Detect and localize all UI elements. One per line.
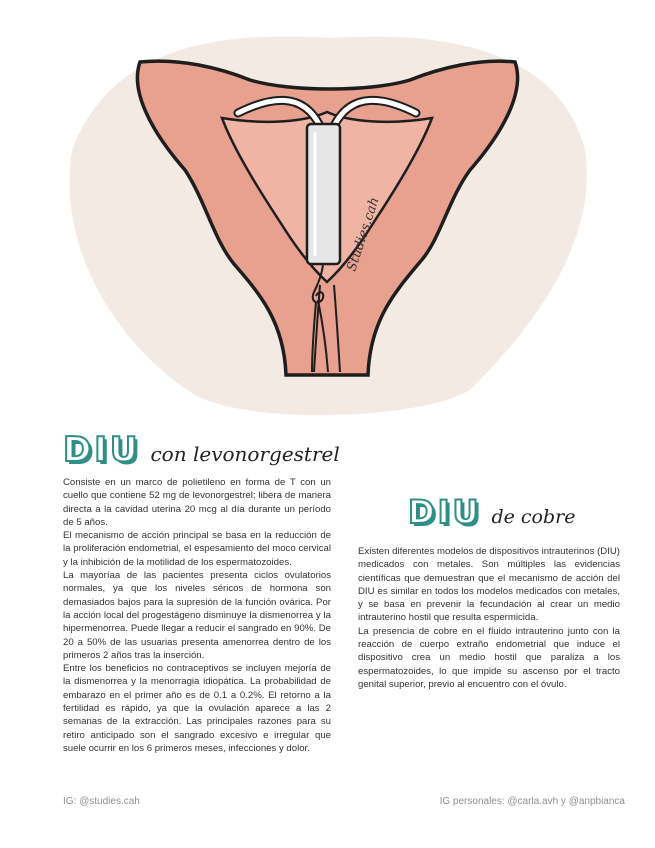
- footer-personal-handles: IG personales: @carla.avh y @anpbianca: [439, 796, 625, 807]
- paragraph: Entre los beneficios no contraceptivos se incluyen mejoría de la dismenorrea y la menorragia idiopática. La probabilidad de embarazo en el primer año es de 0.1 a 0.2%. El retorno a la fertilidad es rápido, ya que la ovulación aparece a las 2 semanas de la extracción. Las principales razones para su retiro anticipado son el sangrado excesivo e irregular que suele ocurrir en los 6 primeros meses, infecciones y dolor.: [63, 663, 331, 754]
- paragraph: El mecanismo de acción principal se basa en la reducción de la proliferación endometrial, el espesamiento del moco cervical y la inhibición de la motilidad de los espermatozoides.: [63, 530, 331, 568]
- paragraph: Existen diferentes modelos de dispositivos intrauterinos (DIU) medicados con metales. Son múltiples las evidencias científicas que demuestran que el mecanismo de acción del DIU es similar en todos los modelos medicados con metales, y se basa en prevenir la fecundación al crear un medio intrauterino hostil que resulta espermicida.: [358, 546, 620, 624]
- paragraph: Consiste en un marco de polietileno en forma de T con un cuello que contiene 52 mg de levonorgestrel; libera de manera directa a la cavidad uterina 20 mcg al día durante un período de 5 años.: [63, 477, 331, 528]
- footer-instagram-handle: IG: @studies.cah: [63, 796, 140, 807]
- paragraph: La presencia de cobre en el fluido intrauterino junto con la reacción de cuerpo extraño endometrial que induce el dispositivo crea un medio hostil que paraliza a los espermatozoides, lo que impide su ascenso por el tracto genital superior, previo al encuentro con el óvulo.: [358, 625, 620, 690]
- section-levonorgestrel-text: [63, 476, 331, 755]
- iud-stem: [307, 124, 340, 264]
- section-cobre-text: [358, 545, 620, 691]
- heading-diu-cobre: [408, 493, 575, 531]
- heading-diu-cobre-small: de cobre: [491, 506, 576, 528]
- heading-diu-levonorgestrel-small: con levonorgestrel: [150, 442, 340, 466]
- heading-diu-levonorgestrel: [63, 430, 340, 470]
- heading-diu-levonorgestrel-big: DIU: [63, 430, 141, 470]
- heading-diu-cobre-big: DIU: [408, 493, 482, 531]
- paragraph: La mayoríaa de las pacientes presenta ciclos ovulatorios normales, ya que los niveles séricos de hormona son demasiados bajos para la supresión de la función ovárica. Por la acción local del progestágeno disminuye la dismenorrea y la hipermenorrea. Puede llegar a reducir el sangrado en 90%. De 20 a 50% de las usuarias presenta amenorrea dentro de los primeros 2 años tras la inserción.: [63, 570, 331, 661]
- artist-signature: Studies.cah: [344, 195, 383, 274]
